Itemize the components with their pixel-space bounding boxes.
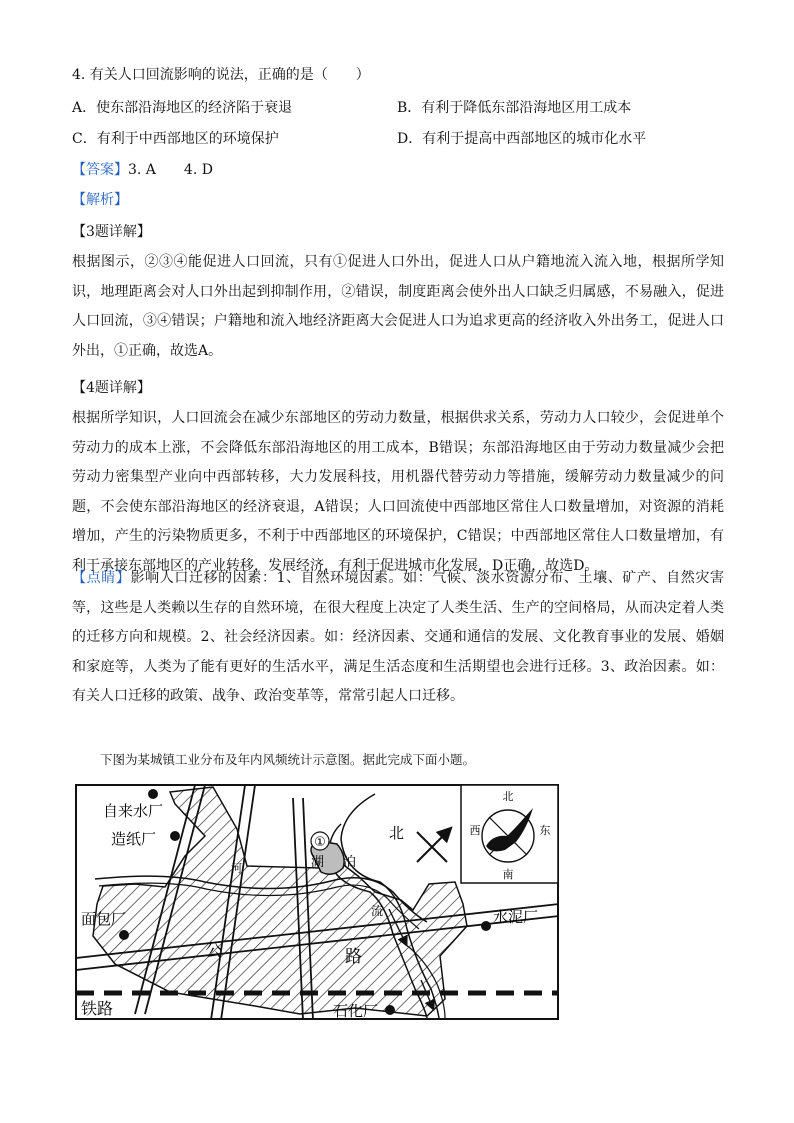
label-bakery: 面包厂 <box>81 910 127 928</box>
question-4-stem: 4. 有关人口回流影响的说法，正确的是（ ） <box>72 67 370 83</box>
compass-west: 西 <box>469 824 481 837</box>
tip-paragraph <box>72 564 724 712</box>
road-char-1: 公 <box>205 941 222 961</box>
compass-south: 南 <box>502 868 514 881</box>
label-paper-mill: 造纸厂 <box>111 830 157 848</box>
option-a: A．使东部沿海地区的经济陷于衰退 <box>72 100 293 116</box>
compass-north: 北 <box>502 790 514 803</box>
label-petrochem: 石化厂 <box>333 1002 379 1020</box>
figure-intro: 下图为某城镇工业分布及年内风频统计示意图。据此完成下面小题。 <box>100 752 476 767</box>
option-b: B．有利于降低东部沿海地区用工成本 <box>397 100 632 116</box>
north-arrow-label: 北 <box>389 824 405 842</box>
q4-explanation: 根据所学知识，人口回流会在减少东部地区的劳动力数量，根据供求关系，劳动力人口较少，会促进单个劳动力的成本上涨，不会降低东部沿海地区的用工成本，B错误；东部沿海地区由于劳动力数量减少会把劳动力密集型产业向中西部转移，大力发展科技，用机器代替劳动力等措施，缓解劳动力数量减少的问题，不会使东部沿海地区的经济衰退，A错误；人口回流使中西部地区常住人口数量增加，对资源的消耗增加，产生的污染物质更多，不利于中西部地区的环境保护，C错误；中西部地区常住人口数量增加，有利于承接东部地区的产业转移，发展经济，有利于促进城市化发展，D正确，故选D。 <box>72 410 724 574</box>
tip-tag: 【点睛】 <box>72 570 131 586</box>
river-char-1: 河 <box>231 862 242 875</box>
answer-line <box>72 161 213 179</box>
label-water-plant: 自来水厂 <box>103 802 164 820</box>
q3-explanation: 根据图示，②③④能促进人口回流，只有①促进人口外出，促进人口从户籍地流入流入地，根据所学知识，地理距离会对人口外出起到抑制作用，②错误，制度距离会使外出人口缺乏归属感，不易融入，促进人口回流，③④错误；户籍地和流入地经济距离大会促进人口为追求更高的经济收入外出务工，促进人口外出，①正确，故选A。 <box>72 254 724 359</box>
petrochem-dot <box>385 1005 395 1015</box>
tip-text: 影响人口迁移的因素：1、自然环境因素。如：气候、淡水资源分布、土壤、矿产、自然灾害等，这些是人类赖以生存的自然环境，在很大程度上决定了人类生活、生产的空间格局，从而决定着人类的迁移方向和规模。2、社会经济因素。如：经济因素、交通和通信的发展、文化教育事业的发展、婚姻和家庭等，人类为了能有更好的生活水平，满足生活态度和生活期望也会进行迁移。3、政治因素。如：有关人口迁移的政策、战争、政治变革等，常常引起人口迁移。 <box>72 570 725 704</box>
label-railway: 铁路 <box>81 999 114 1018</box>
q3-heading: 【3题详解】 <box>72 224 151 240</box>
lake-char-1: 湖 <box>311 855 325 870</box>
river-char-2: 流 <box>371 904 384 918</box>
option-c: C．有利于中西部地区的环境保护 <box>72 131 279 147</box>
compass-east: 东 <box>539 824 551 837</box>
road-char-2: 路 <box>345 947 362 967</box>
paper-mill-dot <box>170 831 180 841</box>
answer-tag: 【答案】 <box>72 162 128 178</box>
option-d: D．有利于提高中西部地区的城市化水平 <box>397 131 647 147</box>
cement-plant-dot <box>481 921 491 931</box>
site-marker: ① <box>314 835 326 850</box>
q4-heading: 【4题详解】 <box>72 380 151 396</box>
label-cement-plant: 水泥厂 <box>493 908 539 926</box>
bakery-dot <box>119 930 129 940</box>
town-industry-map <box>75 784 559 1020</box>
lake-char-2: 泊 <box>343 855 357 870</box>
answer-text: 3. A 4. D <box>128 162 213 178</box>
water-plant-dot <box>148 789 158 799</box>
analysis-tag: 【解析】 <box>72 192 128 208</box>
